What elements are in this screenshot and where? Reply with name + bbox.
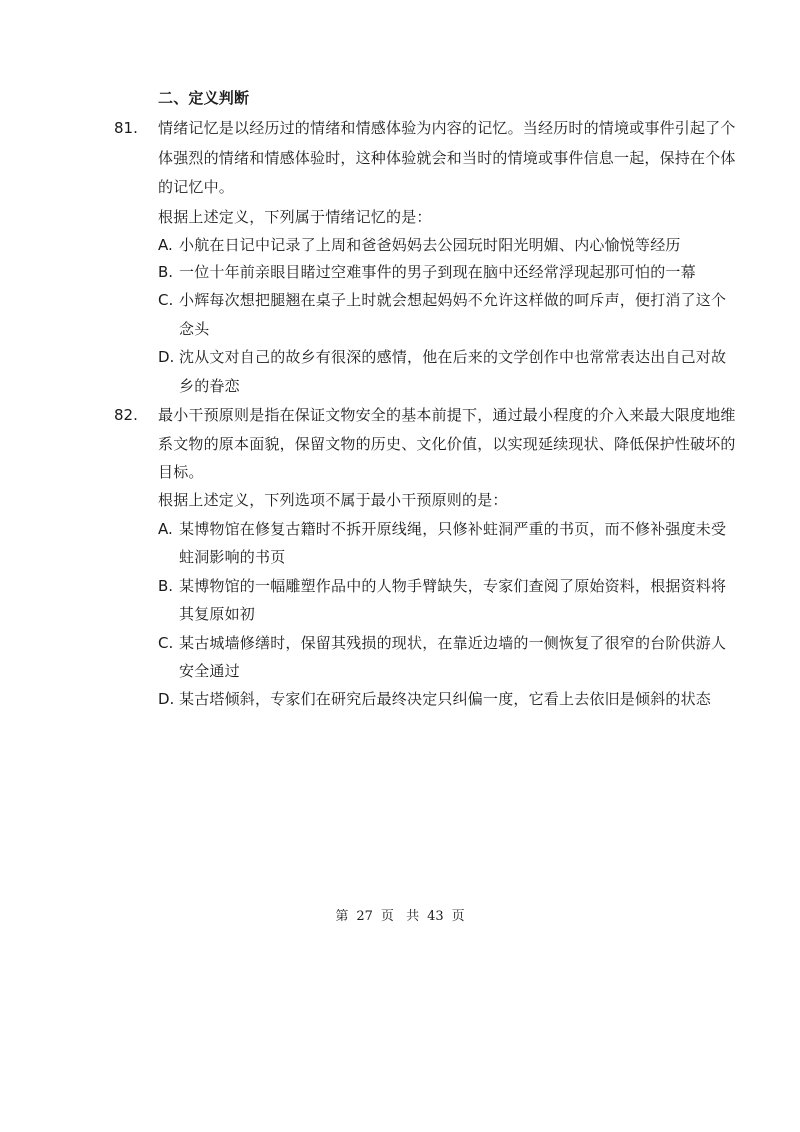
total-suffix: 页 (451, 909, 465, 924)
total-pages: 43 (427, 909, 444, 924)
question-prompt: 根据上述定义，下列属于情绪记忆的是： (158, 208, 432, 226)
option-label: D. (158, 690, 175, 708)
section-title: 二、定义判断 (158, 89, 250, 107)
question-stem-line: 情绪记忆是以经历过的情绪和情感体验为内容的记忆。当经历时的情境或事件引起了个 (158, 119, 736, 137)
option-label: C. (158, 634, 174, 652)
question-stem-line: 体强烈的情绪和情感体验时，这种体验就会和当时的情境或事件信息一起，保持在个体 (158, 149, 736, 167)
page-label-suffix: 页 (380, 909, 394, 924)
page-footer (0, 908, 800, 926)
option-text: 一位十年前亲眼目睹过空难事件的男子到现在脑中还经常浮现起那可怕的一幕 (179, 263, 696, 281)
option-text: 乡的眷恋 (179, 377, 240, 395)
option-text: 小辉每次想把腿翘在桌子上时就会想起妈妈不允许这样做的呵斥声，便打消了这个 (179, 291, 727, 309)
option-text: 某古城墙修缮时，保留其残损的现状，在靠近边墙的一侧恢复了很窄的台阶供游人 (179, 634, 727, 652)
option-text: 念头 (179, 320, 210, 338)
question-prompt: 根据上述定义，下列选项不属于最小干预原则的是： (158, 491, 508, 509)
question-number: 81. (114, 119, 138, 137)
option-label: C. (158, 291, 174, 309)
option-text: 小航在日记中记录了上周和爸爸妈妈去公园玩时阳光明媚、内心愉悦等经历 (179, 236, 681, 254)
option-label: A. (158, 236, 173, 254)
option-label: B. (158, 577, 174, 595)
option-text: 某博物馆在修复古籍时不拆开原线绳，只修补蛀洞严重的书页，而不修补强度未受 (179, 520, 727, 538)
option-text: 蛀洞影响的书页 (179, 548, 286, 566)
option-text: 某古塔倾斜，专家们在研究后最终决定只纠偏一度，它看上去依旧是倾斜的状态 (179, 690, 712, 708)
option-text: 其复原如初 (179, 605, 256, 623)
option-text: 沈从文对自己的故乡有很深的感情，他在后来的文学创作中也常常表达出自己对故 (179, 348, 727, 366)
option-text: 安全通过 (179, 662, 240, 680)
question-stem-line: 最小干预原则是指在保证文物安全的基本前提下，通过最小程度的介入来最大限度地维 (158, 406, 736, 424)
question-stem-line: 系文物的原本面貌，保留文物的历史、文化价值，以实现延续现状、降低保护性破坏的 (158, 435, 736, 453)
option-label: A. (158, 520, 173, 538)
question-stem-line: 的记忆中。 (158, 178, 235, 196)
total-prefix: 共 (406, 909, 420, 924)
page-label-prefix: 第 (335, 909, 349, 924)
question-stem-line: 目标。 (158, 463, 204, 481)
option-text: 某博物馆的一幅雕塑作品中的人物手臂缺失，专家们查阅了原始资料，根据资料将 (179, 577, 727, 595)
option-label: D. (158, 348, 175, 366)
page-number: 27 (356, 909, 373, 924)
question-number: 82. (114, 406, 138, 424)
option-label: B. (158, 263, 174, 281)
